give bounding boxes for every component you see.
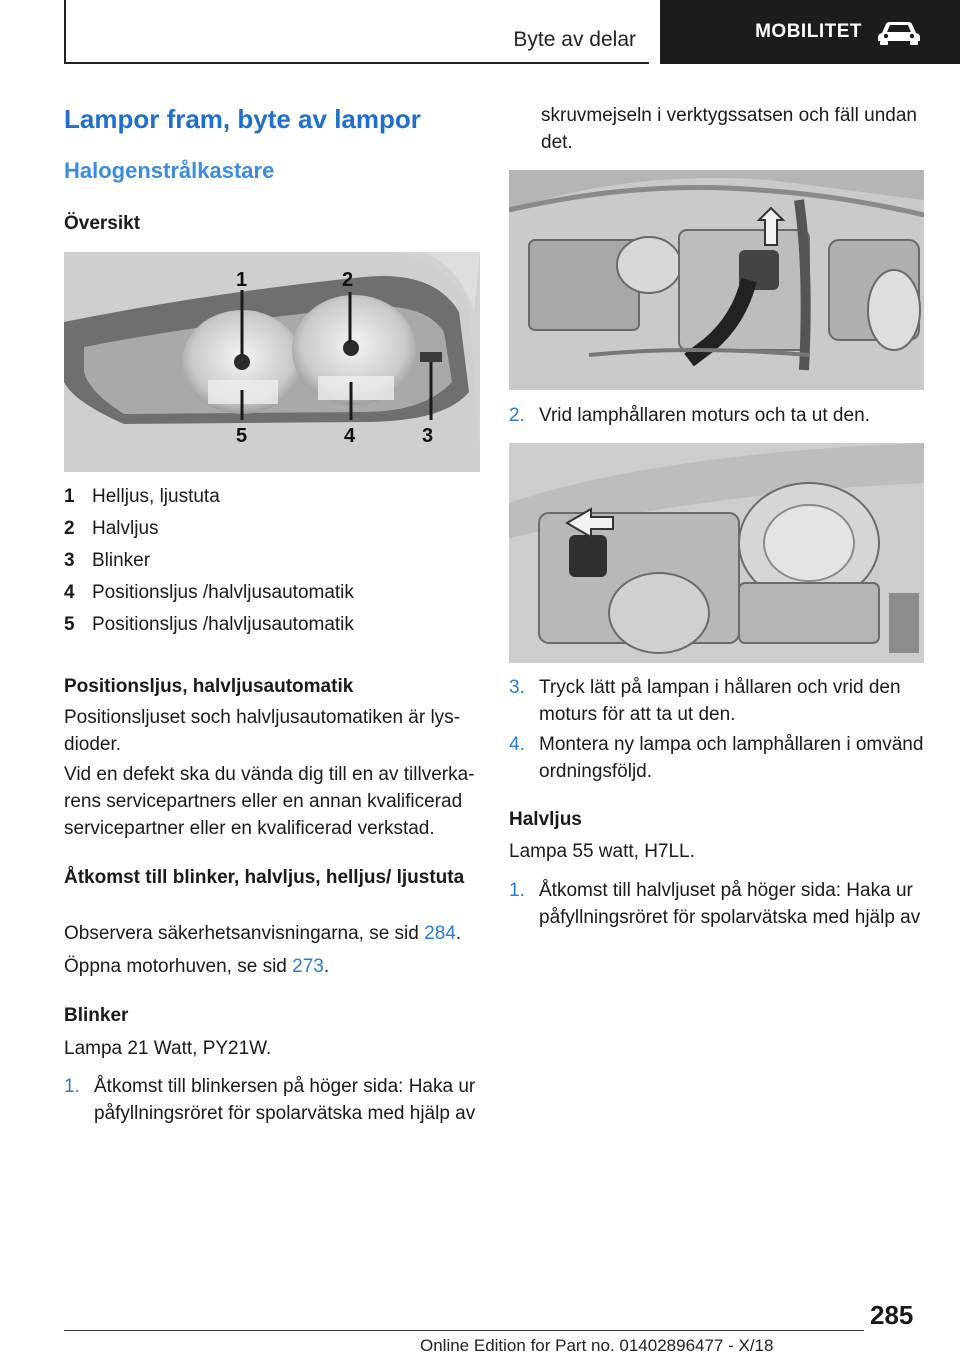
legend-number: 1: [64, 486, 75, 507]
step-text: Tryck lätt på lampan i hållaren och vrid den moturs för att ta ut den.: [539, 677, 901, 725]
step-number: 4.: [509, 734, 525, 755]
step-text: Vrid lamphållaren moturs och ta ut den.: [539, 405, 870, 426]
legend-item: [64, 545, 354, 577]
edition-footer: Online Edition for Part no. 01402896477 - X/18: [420, 1336, 774, 1355]
step-item: [64, 1073, 480, 1127]
car-icon: [876, 19, 922, 45]
blinker-heading: Blinker: [64, 1005, 129, 1026]
step-item: [509, 674, 924, 728]
step-number: 3.: [509, 677, 525, 698]
legend-text: Positionsljus /halvljusautomatik: [92, 582, 354, 603]
body-paragraph: Positionsljuset soch halvljusautomatiken är lysdioder.: [64, 707, 461, 755]
step-number: 2.: [509, 405, 525, 426]
engine-bay-figure: [509, 170, 924, 390]
legend-item: [64, 513, 354, 545]
body-paragraph: Lampa 21 Watt, PY21W.: [64, 1038, 272, 1059]
figure-callout: 2: [342, 269, 354, 291]
legend-item: [64, 577, 354, 609]
positionsljus-heading: Positionsljus, halvljusautomatik: [64, 676, 354, 697]
chapter-title: MOBILITET: [755, 21, 862, 42]
footer-rule: [64, 1330, 864, 1331]
step-item: [509, 731, 924, 785]
figure-callout: 3: [422, 425, 434, 447]
legend-number: 2: [64, 518, 75, 539]
legend-list: [64, 481, 354, 641]
legend-text: Blinker: [92, 550, 151, 571]
overview-heading: Översikt: [64, 213, 141, 234]
figure-callout: 4: [344, 425, 356, 447]
section-title: Byte av delar: [513, 28, 636, 51]
headlight-figure: [64, 252, 480, 472]
step-text: Åtkomst till blinkersen på höger sida: Haka ur påfyllningsröret för spolarvätska med hjälp av: [94, 1076, 476, 1124]
text-segment: Öppna motorhuven, se sid: [64, 956, 293, 977]
subsection-title: Halogenstrålkastare: [64, 158, 275, 183]
step-continuation: skruvmejseln i verktygssatsen och fäll undan det.: [541, 105, 917, 153]
legend-item: [64, 481, 354, 513]
halvljus-heading: Halvljus: [509, 809, 582, 830]
figure-callout: 1: [236, 269, 248, 291]
text-segment: .: [455, 923, 462, 944]
header-rule: [64, 62, 649, 64]
legend-number: 4: [64, 582, 75, 603]
step-text: Åtkomst till halvljuset på höger sida: Haka ur påfyllningsröret för spolarvätska med hjälp av: [539, 880, 921, 928]
legend-text: Helljus, ljustuta: [92, 486, 220, 507]
step-number: 1.: [509, 880, 525, 901]
body-paragraph: [64, 953, 480, 980]
access-heading: Åtkomst till blinker, halvljus, helljus/ ljustuta: [64, 867, 465, 888]
text-segment: Observera säkerhetsanvisningarna, se sid: [64, 923, 425, 944]
legend-text: Halvljus: [92, 518, 159, 539]
chapter-tab: [660, 0, 960, 64]
body-paragraph: [64, 920, 480, 947]
legend-number: 5: [64, 614, 75, 635]
page-number: 285: [870, 1300, 914, 1330]
step-text: Montera ny lampa och lamphållaren i omvänd ordningsföljd.: [539, 734, 924, 782]
page-link[interactable]: 284: [424, 923, 456, 944]
page-link[interactable]: 273: [292, 956, 324, 977]
figure-callout: 5: [236, 425, 248, 447]
body-paragraph: Lampa 55 watt, H7LL.: [509, 841, 695, 862]
legend-item: [64, 609, 354, 641]
step-item: [509, 877, 924, 931]
lamp-holder-figure: [509, 443, 924, 663]
text-segment: .: [323, 956, 330, 977]
page-title: Lampor fram, byte av lampor: [64, 104, 421, 134]
body-paragraph: Vid en defekt ska du vända dig till en av tillverkarens servicepartners eller en annan kvalificerad servicepartner eller en kvalificerad verkstad.: [64, 764, 475, 839]
legend-number: 3: [64, 550, 75, 571]
legend-text: Positionsljus /halvljusautomatik: [92, 614, 354, 635]
step-number: 1.: [64, 1076, 80, 1097]
step-item: [509, 402, 924, 429]
